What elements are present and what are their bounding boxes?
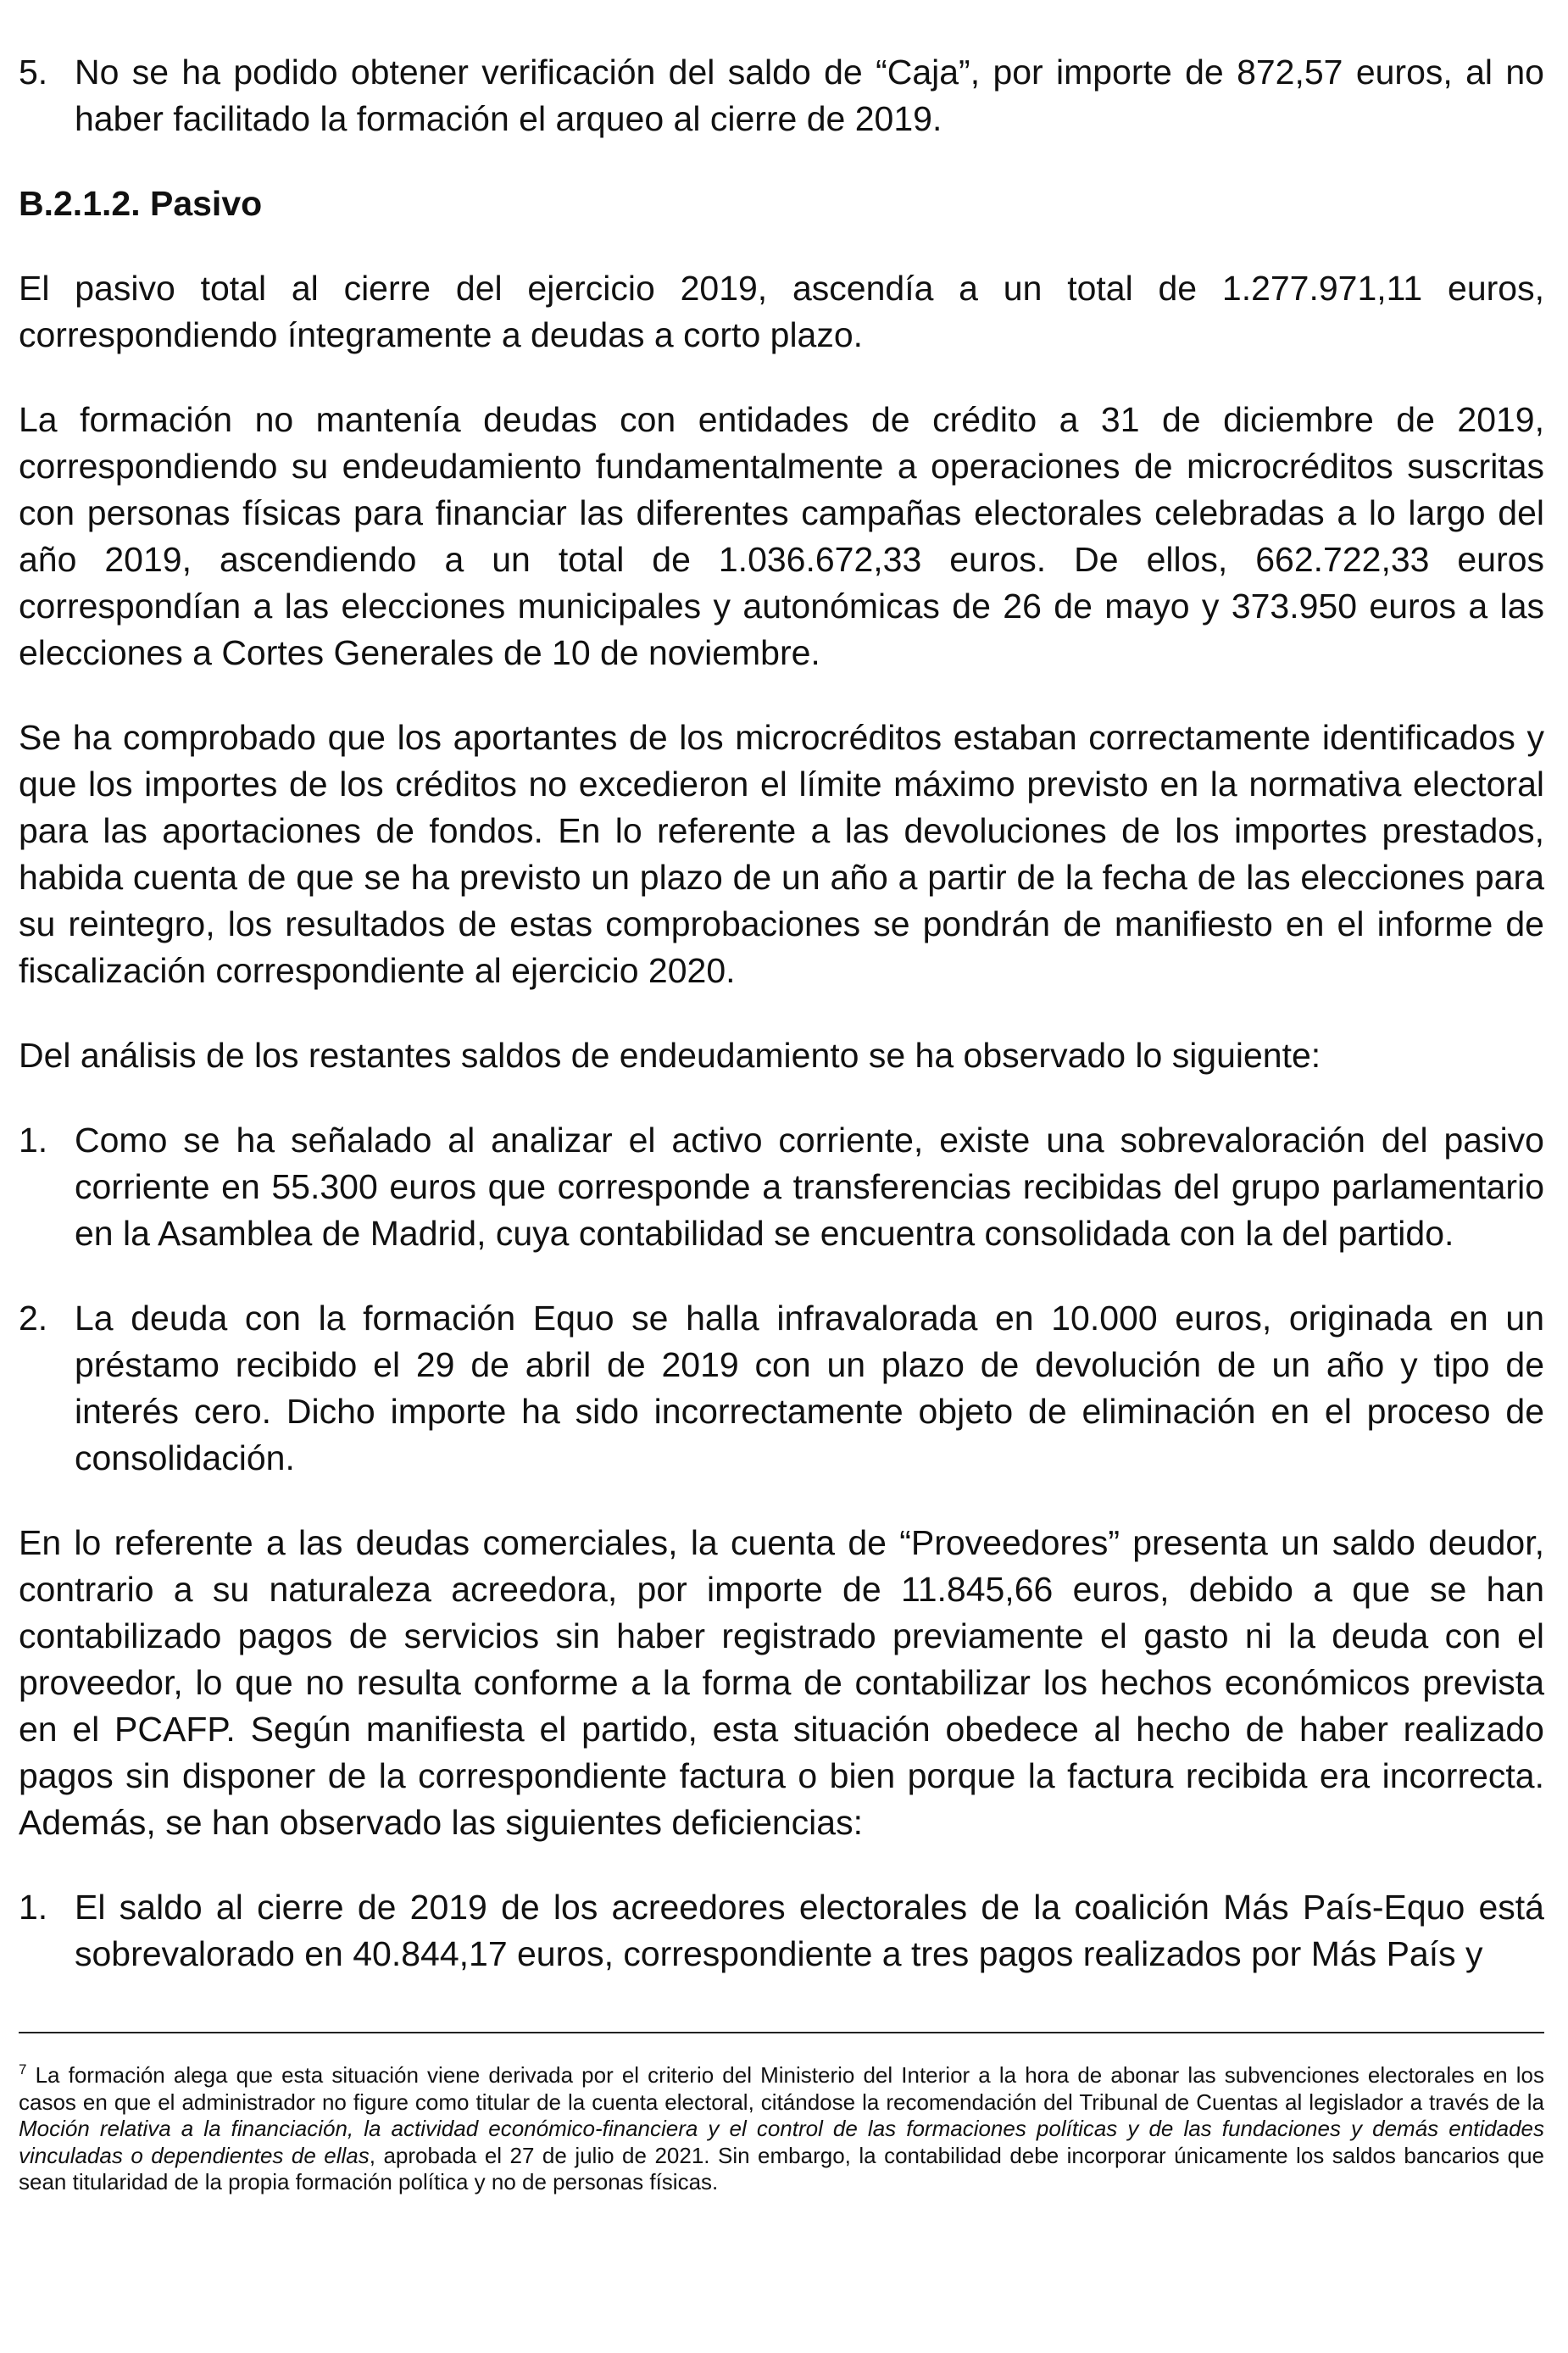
list-text: Como se ha señalado al analizar el activo corriente, existe una sobrevaloración del pasivo corriente en 55.300 euros que corresponde a transferencias recibidas del grupo parlamentario en la Asamblea de Madrid, cuya contabilidad se encuentra consolidada con la del partido. [75, 1121, 1544, 1253]
list-text: La deuda con la formación Equo se halla infravalorada en 10.000 euros, originada en un préstamo recibido el 29 de abril de 2019 con un plazo de devolución de un año y tipo de interés cero. Dicho importe ha sido incorrectamente objeto de eliminación en el proceso de consolidación. [75, 1299, 1544, 1477]
list-text: No se ha podido obtener verificación del saldo de “Caja”, por importe de 872,57 euros, al no haber facilitado la formación el arqueo al cierre de 2019. [75, 53, 1544, 138]
footnote-divider [19, 2032, 1544, 2033]
paragraph-microcredits: La formación no mantenía deudas con entidades de crédito a 31 de diciembre de 2019, correspondiendo su endeudamiento fundamentalmente a operaciones de microcréditos suscritas con personas físicas para financiar las diferentes campañas electorales celebradas a lo largo del año 2019, ascendiendo a un total de 1.036.672,33 euros. De ellos, 662.722,33 euros correspondían a las elecciones municipales y autonómicas de 26 de mayo y 373.950 euros a las elecciones a Cortes Generales de 10 de noviembre. [19, 400, 1544, 672]
paragraph-verification: Se ha comprobado que los aportantes de los microcréditos estaban correctamente identificados y que los importes de los créditos no excedieron el límite máximo previsto en la normativa electoral para las aportaciones de fondos. En lo referente a las devoluciones de los importes prestados, habida cuenta de que se ha previsto un plazo de un año a partir de la fecha de las elecciones para su reintegro, los resultados de estas comprobaciones se pondrán de manifiesto en el informe de fiscalización correspondiente al ejercicio 2020. [19, 718, 1544, 990]
footnote [19, 2062, 1544, 2196]
list-item [19, 1884, 1544, 1978]
paragraph-commercial-debts: En lo referente a las deudas comerciales, la cuenta de “Proveedores” presenta un saldo deudor, contrario a su naturaleza acreedora, por importe de 11.845,66 euros, debido a que se han contabilizado pagos de servicios sin haber registrado previamente el gasto ni la deuda con el proveedor, lo que no resulta conforme a la forma de contabilizar los hechos económicos prevista en el PCAFP. Según manifiesta el partido, esta situación obedece al hecho de haber realizado pagos sin disponer de la correspondiente factura o bien porque la factura recibida era incorrecta. Además, se han observado las siguientes deficiencias: [19, 1523, 1544, 1842]
section-heading: B.2.1.2. Pasivo [19, 184, 263, 223]
list-item-5 [19, 49, 1544, 142]
list-text: El saldo al cierre de 2019 de los acreedores electorales de la coalición Más País-Equo está sobrevalorado en 40.844,17 euros, correspondiente a tres pagos realizados por Más País y [75, 1888, 1544, 1973]
footnote-marker: 7 [19, 2061, 27, 2078]
list-item [19, 1295, 1544, 1482]
list-item [19, 1117, 1544, 1257]
footnote-italic-title: Moción relativa a la financiación, la actividad económico-financiera y el control de las formaciones políticas y de las fundaciones y demás entidades vinculadas o dependientes de ellas [19, 2116, 1544, 2168]
list-number: 1. [19, 1888, 48, 1927]
footnote-text-before: La formación alega que esta situación viene derivada por el criterio del Ministerio del Interior a la hora de abonar las subvenciones electorales en los casos en que el administrador no figure como titular de la cuenta electoral, citándose la recomendación del Tribunal de Cuentas al legislador a través de la [19, 2062, 1544, 2115]
footnote-text-after: , aprobada el 27 de julio de 2021. Sin embargo, la contabilidad debe incorporar únicamente los saldos bancarios que sean titularidad de la propia formación política y no de personas físicas. [19, 2142, 1544, 2194]
paragraph-total-liabilities: El pasivo total al cierre del ejercicio 2019, ascendía a un total de 1.277.971,11 euros, correspondiendo íntegramente a deudas a corto plazo. [19, 269, 1544, 354]
list-number: 1. [19, 1121, 48, 1160]
list-number: 5. [19, 53, 48, 92]
document-page [19, 49, 1544, 2016]
list-number: 2. [19, 1299, 48, 1338]
paragraph-analysis-intro: Del análisis de los restantes saldos de endeudamiento se ha observado lo siguiente: [19, 1036, 1321, 1075]
